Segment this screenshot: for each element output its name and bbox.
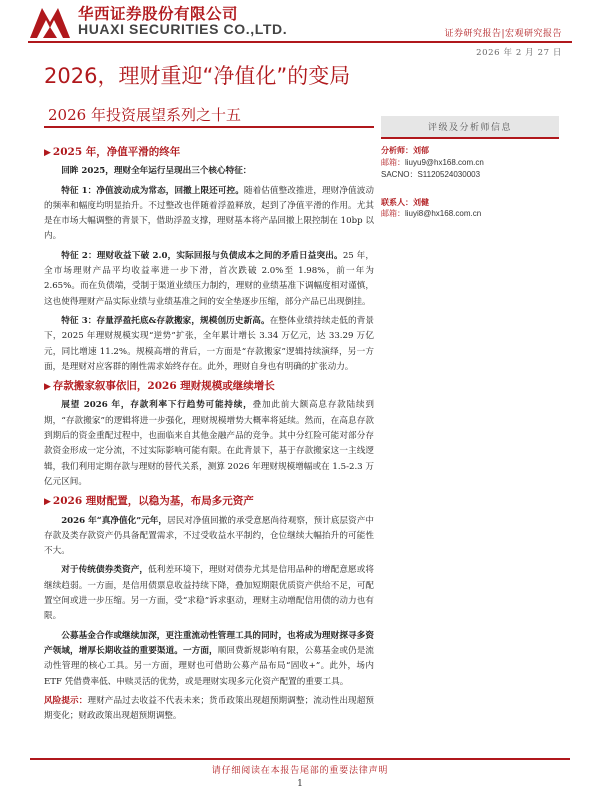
arrow-right-icon: ▶: [44, 497, 51, 508]
report-date: 2026 年 2 月 27 日: [476, 48, 562, 58]
section-1-point-3: 特征 3：存量浮盈托底&存款搬家，规模创历史新高。在整体业绩持续走低的背景下，2025 年理财规模实现“逆势”扩张，全年累计增长 3.34 万亿元，达 33.29 万亿元，同比增速 11.2%。规模高增的背后，一方面是“存款搬家”逻辑持续演绎，另一方面，是理财对应客群的刚性需求始终存在。此外，理财自身也有明确的扩张动力。: [44, 315, 374, 372]
report-type: 证券研究报告|宏观研究报告: [444, 29, 562, 39]
analyst-email-link[interactable]: liuyu9@hx168.com.cn: [405, 157, 484, 167]
report-title: 2026，理财重迎“净值化”的变局: [44, 64, 351, 88]
analyst-email-row: 邮箱：liuyu9@hx168.com.cn: [381, 157, 484, 167]
section-heading-1: ▶ 2025 年，净值平滑的终年: [44, 146, 181, 158]
report-subtitle: 2026 年投资展望系列之十五: [48, 106, 241, 124]
section-3-paragraph-2: 对于传统债券类资产，低利差环境下，理财对债券尤其是信用品种的增配意愿或将继续趋弱。一方面，是信用债票息收益持续下降，叠加短期限优质资产供给不足，可配置空间或进一步压缩。另一方面，受“求稳”诉求驱动，理财主动增配信用债的动力也有限。: [44, 565, 374, 622]
main-content: [44, 141, 374, 724]
section-2-paragraph-1: 展望 2026 年，存款利率下行趋势可能持续，叠加此前大额高息存款陆续到期，“存款搬家”的逻辑将进一步强化，理财规模增势大概率将延续。然而，在高息存款到期后的资金重配过程中，也面临来自其他金融产品的竞争。其中分红险可能对部分存款资金形成一定分流，不过实际影响可能有限。在此背景下，基于存款搬家这一主线逻辑，我们利用定期存款与理财的替代关系，测算 2026 年理财规模增幅或在 1.5-2.3 万亿元区间。: [44, 400, 374, 487]
analyst-name: 分析师：刘郁: [381, 145, 429, 155]
subtitle-divider: [44, 126, 374, 128]
company-name-en: HUAXI SECURITIES CO.,LTD.: [78, 21, 288, 37]
section-heading-3: ▶ 2026 理财配置，以稳为基，布局多元资产: [44, 495, 254, 508]
arrow-right-icon: ▶: [44, 148, 51, 158]
analyst-sacno-row: SACNO：S1120524030003: [381, 170, 481, 179]
huaxi-logo-icon: [28, 2, 72, 40]
risk-warning: 风险提示：理财产品过去收益不代表未来；货币政策出现超预期调整；流动性出现超预期变化；财政政策出现超预期调整。: [44, 695, 374, 722]
footer-divider: [30, 758, 570, 760]
section-heading-2: ▶ 存款搬家叙事依旧，2026 理财规模或继续增长: [44, 380, 275, 393]
contact-email-link[interactable]: liuyi8@hx168.com.cn: [405, 209, 482, 218]
section-3-paragraph-1: 2026 年“真净值化”元年，居民对净值回撤的承受意愿尚待观察，预计底层资产中存款及类存款资产仍具备配置需求，不过受收益水平制约，仓位继续大幅抬升的可能性不大。: [44, 515, 374, 557]
analyst-sidebar: [381, 116, 559, 221]
section-1-point-2: 特征 2：理财收益下破 2.0，实际回报与负债成本之间的矛盾日益突出。25 年，全市场理财产品平均收益率进一步下滑，首次跌破 2.0%至 1.98%，前一年为 2.65%。而在负债端，受制于渠道业绩压力制约，理财的业绩基准下调幅度相对谨慎，这也使得理财产品实际业绩与业绩基准之间的安全垫逐步压缩，部分产品已出现倒挂。: [44, 250, 374, 307]
contact-name: 联系人：刘健: [381, 196, 429, 207]
header-divider: [28, 41, 572, 43]
legal-disclaimer: 请仔细阅读在本报告尾部的重要法律声明: [211, 766, 389, 776]
sidebar-header: 评级及分析师信息: [381, 116, 559, 137]
arrow-right-icon: ▶: [44, 382, 51, 393]
section-1-point-1: 特征 1：净值波动成为常态，回撤上限还可控。随着估值整改推进，理财净值波动的频率和幅度均明显抬升。不过整改也伴随着浮盈释放，起到了净值平滑的作用。尤其是在市场大幅调整的背景下，借助浮盈支撑，理财基本将产品回撤上限控制在 10bp 以内。: [44, 185, 374, 242]
contact-email-row: 邮箱：liuyi8@hx168.com.cn: [381, 209, 482, 218]
section-1-intro: 回眸 2025，理财全年运行呈现出三个核心特征：: [61, 166, 252, 177]
page-number: 1: [297, 779, 303, 789]
section-3-paragraph-3: 公募基金合作或继续加深，更注重流动性管理工具的同时，也将成为理财探寻多资产领域，增厚长期收益的重要渠道。一方面，顺回费新规影响有限，公募基金或仍是流动性管理的核心工具。另一方面，理财也可借助公募产品布局“固收+”。此外，场内 ETF 凭借费率低、申赎灵活的优势，或是理财实现多元化资产配置的重要工具。: [44, 630, 374, 687]
company-name-cn: 华西证券股份有限公司: [78, 5, 239, 23]
